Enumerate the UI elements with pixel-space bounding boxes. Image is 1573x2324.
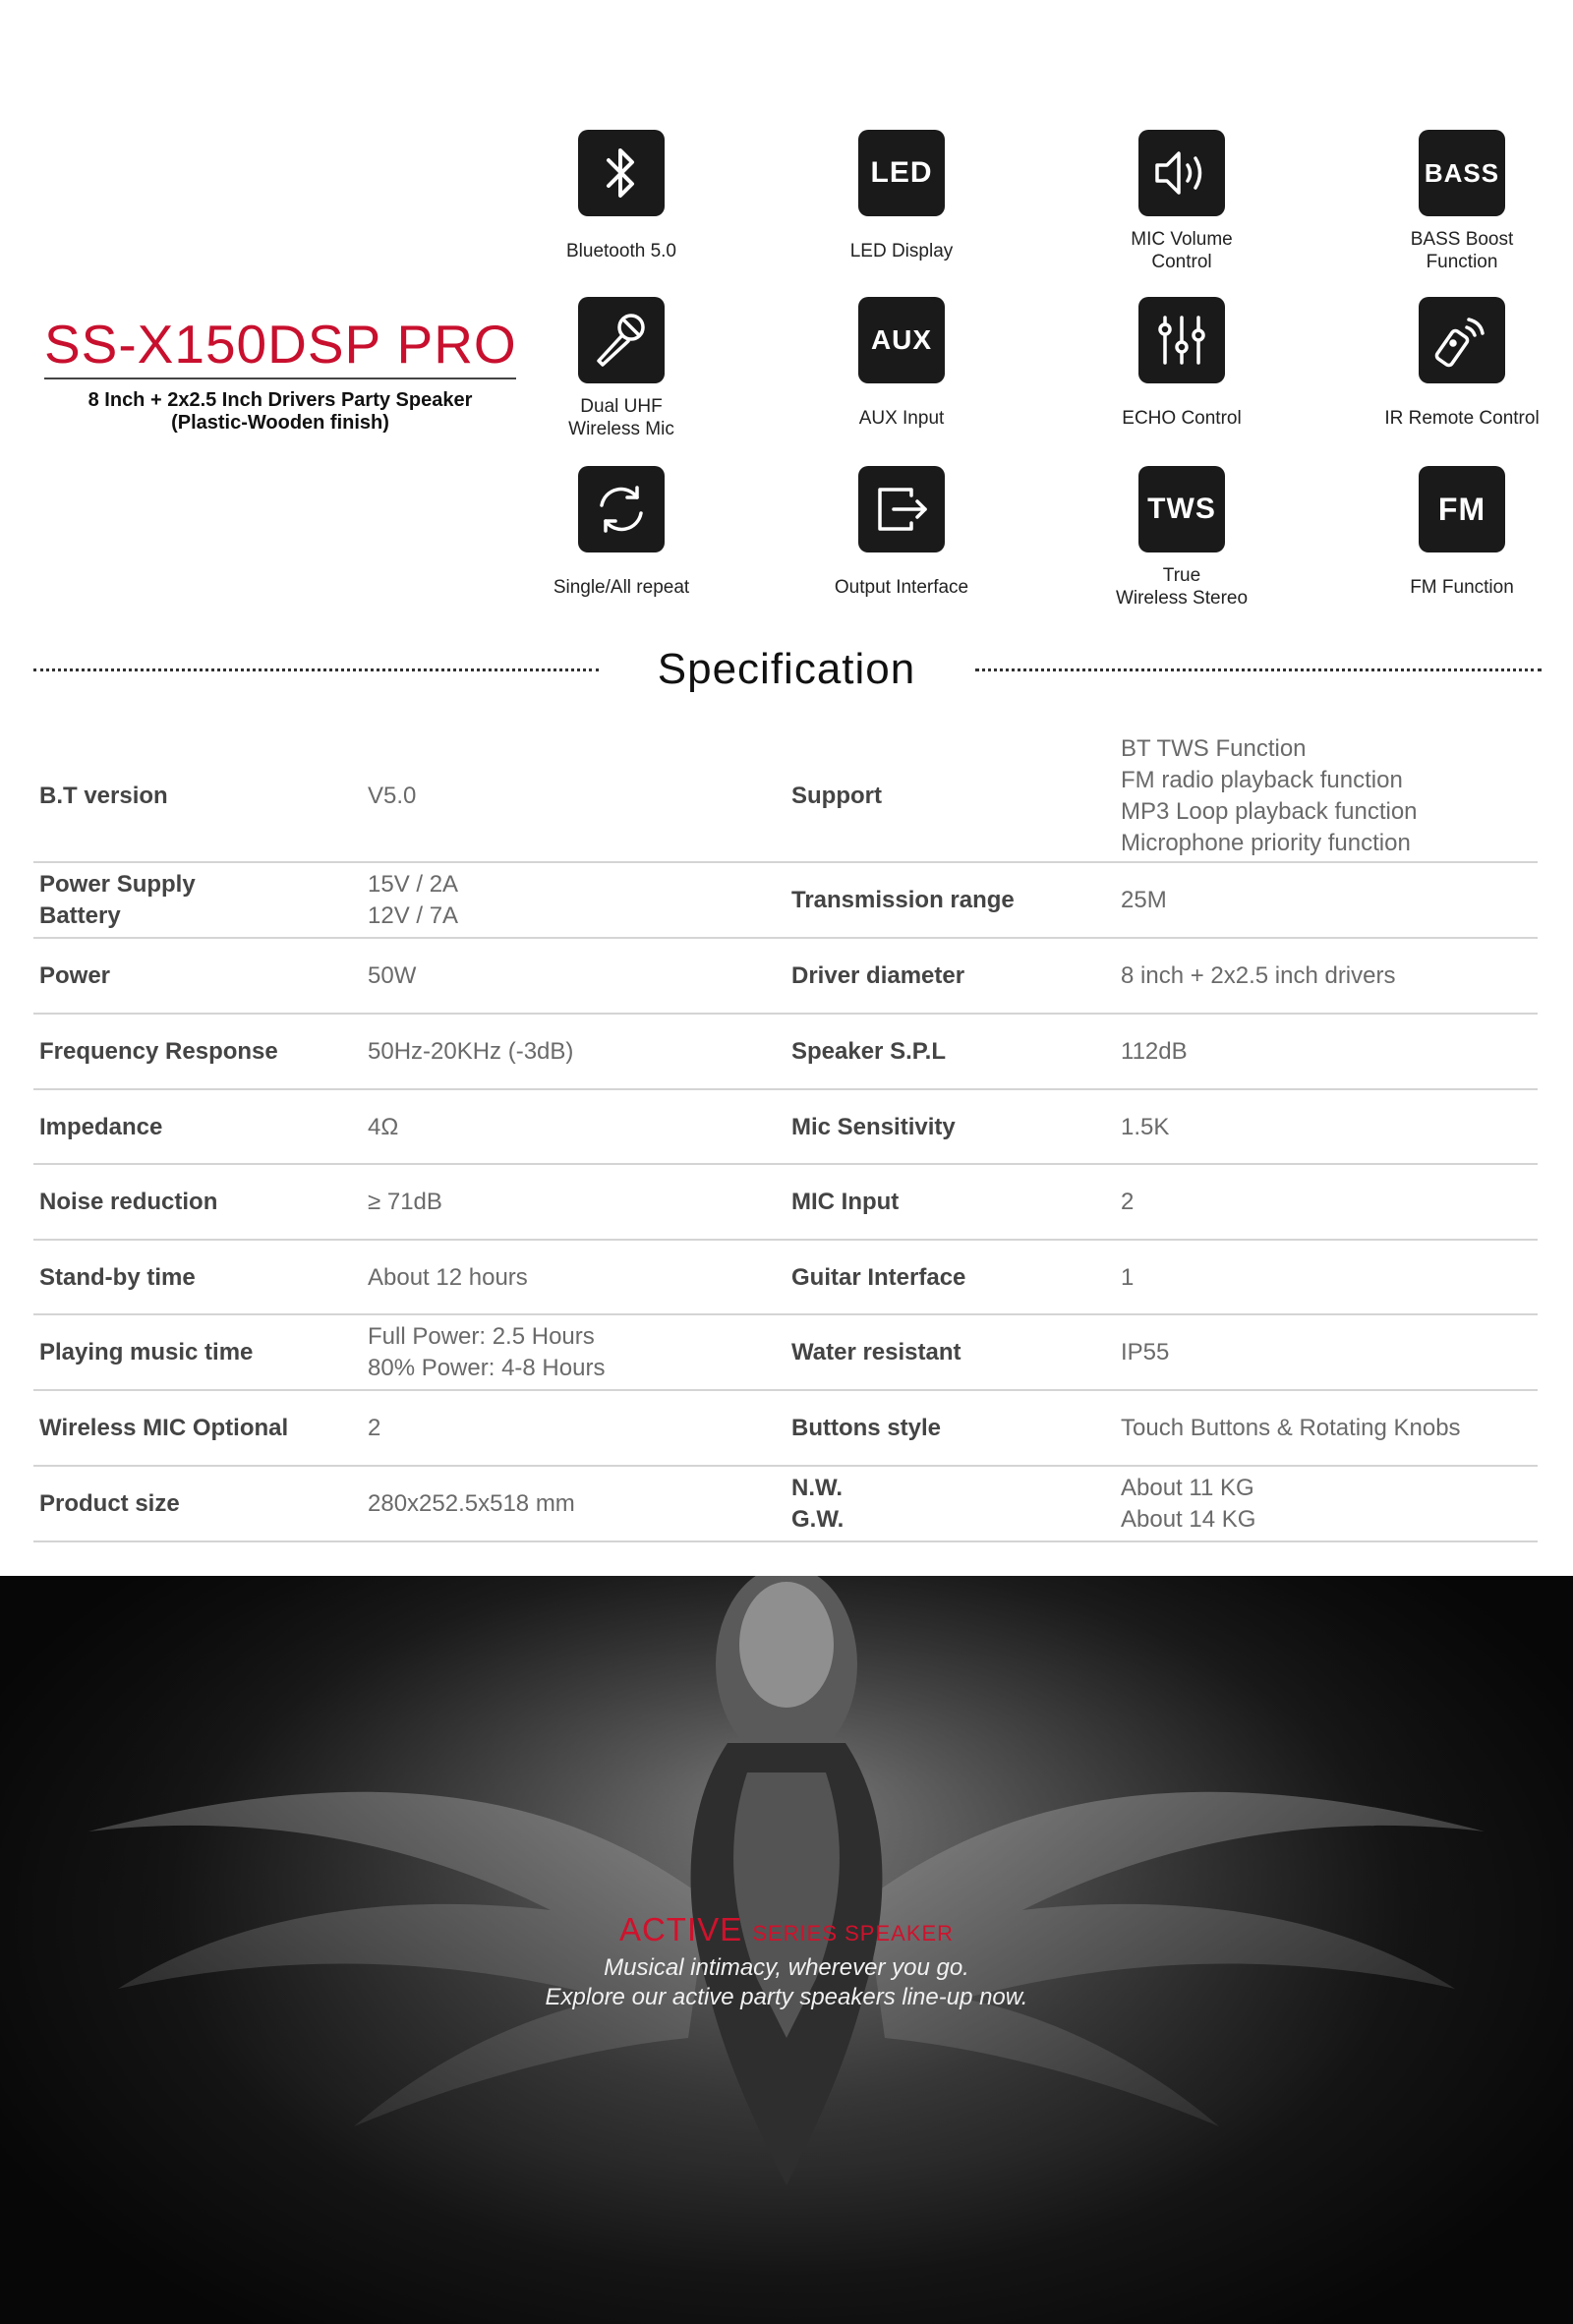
feature-ir-remote — [1339, 297, 1573, 444]
banner-tagline-1: Musical intimacy, wherever you go. — [604, 1954, 969, 1981]
banner-text — [0, 1910, 1573, 2012]
spec-label: Support — [791, 783, 882, 809]
spec-label: Guitar Interface — [791, 1264, 966, 1291]
spec-value: Touch Buttons & Rotating Knobs — [1121, 1415, 1461, 1441]
table-row — [33, 1165, 1538, 1241]
product-header — [44, 313, 516, 435]
spec-label: MIC Input — [791, 1189, 900, 1215]
brand-series: SERIES SPEAKER — [752, 1921, 955, 1946]
spec-value: About 12 hours — [368, 1264, 528, 1291]
feature-label: Bluetooth 5.0 — [566, 240, 676, 261]
icon-text: FM — [1437, 491, 1486, 527]
title-divider — [44, 378, 516, 379]
spec-label: Buttons style — [791, 1415, 942, 1441]
feature-repeat — [498, 466, 744, 613]
feature-aux-input — [779, 297, 1024, 444]
spec-label: Power — [39, 962, 111, 989]
spec-value: 50W — [368, 962, 417, 989]
spec-value: 25M — [1121, 887, 1167, 913]
table-row — [33, 863, 1538, 939]
spec-value: 2 — [1121, 1189, 1135, 1215]
spec-label: Stand-by time — [39, 1264, 196, 1291]
feature-label: FM Function — [1410, 576, 1514, 598]
spec-value: IP55 — [1121, 1339, 1170, 1365]
brand-active: ACTIVE — [618, 1911, 743, 1947]
spec-value: 1 — [1121, 1264, 1135, 1291]
spec-label: N.W. G.W. — [791, 1475, 845, 1533]
table-row — [33, 1090, 1538, 1165]
spec-value: 112dB — [1121, 1038, 1188, 1065]
feature-label: Single/All repeat — [553, 576, 690, 598]
feature-bass-boost — [1339, 130, 1573, 277]
table-row — [33, 1391, 1538, 1467]
spec-label: Water resistant — [791, 1339, 961, 1365]
spec-label: Speaker S.P.L — [791, 1038, 946, 1065]
led-icon — [858, 130, 945, 216]
feature-label: LED Display — [849, 240, 954, 261]
table-row — [33, 1315, 1538, 1391]
spec-label: Mic Sensitivity — [791, 1114, 956, 1140]
spec-value: Full Power: 2.5 Hours 80% Power: 4-8 Hours — [368, 1323, 606, 1381]
spec-label: Product size — [39, 1490, 180, 1517]
active-series-banner[interactable] — [0, 1576, 1573, 2324]
output-icon — [858, 466, 945, 552]
banner-tagline-2: Explore our active party speakers line-up now. — [545, 1984, 1028, 2010]
table-row — [33, 729, 1538, 863]
spec-table — [33, 729, 1538, 1542]
icon-text: AUX — [870, 324, 933, 355]
spec-label: Noise reduction — [39, 1189, 218, 1215]
feature-label: AUX Input — [858, 407, 945, 429]
speaker-volume-icon — [1138, 130, 1225, 216]
table-row — [33, 1467, 1538, 1542]
feature-true-wireless-stereo — [1059, 466, 1305, 613]
feature-label: Output Interface — [834, 576, 969, 598]
feature-label: IR Remote Control — [1384, 407, 1540, 429]
spec-label: Playing music time — [39, 1339, 254, 1365]
feature-echo-control — [1059, 297, 1305, 444]
feature-label: True Wireless Stereo — [1115, 565, 1249, 609]
spec-value: V5.0 — [368, 783, 417, 809]
table-row — [33, 939, 1538, 1015]
spec-label: Power Supply Battery — [39, 871, 196, 929]
spec-value: 50Hz-20KHz (-3dB) — [368, 1038, 574, 1065]
feature-grid — [498, 130, 1573, 621]
spec-label: Impedance — [39, 1114, 163, 1140]
spec-value: 1.5K — [1121, 1114, 1170, 1140]
bass-icon — [1419, 130, 1505, 216]
icon-text: BASS — [1424, 157, 1500, 188]
fm-icon — [1419, 466, 1505, 552]
feature-output-interface — [779, 466, 1024, 613]
spec-value: 2 — [368, 1415, 381, 1441]
feature-led-display — [779, 130, 1024, 277]
spec-value: About 11 KG About 14 KG — [1121, 1475, 1256, 1533]
feature-dual-uhf-mic — [498, 297, 744, 444]
icon-text: TWS — [1147, 493, 1216, 525]
spec-label: Frequency Response — [39, 1038, 278, 1065]
spec-value: ≥ 71dB — [368, 1189, 442, 1215]
spec-label: B.T version — [39, 783, 168, 809]
spec-label: Wireless MIC Optional — [39, 1415, 289, 1441]
remote-control-icon — [1419, 297, 1505, 383]
feature-fm-function — [1339, 466, 1573, 613]
specification-heading — [0, 639, 1573, 698]
bluetooth-icon — [578, 130, 665, 216]
tws-icon — [1138, 466, 1225, 552]
icon-text: LED — [870, 156, 933, 189]
spec-value: 280x252.5x518 mm — [368, 1490, 575, 1517]
spec-value: 4Ω — [368, 1114, 399, 1140]
table-row — [33, 1015, 1538, 1090]
spec-value: 8 inch + 2x2.5 inch drivers — [1121, 962, 1396, 989]
microphone-icon — [578, 297, 665, 383]
table-row — [33, 1241, 1538, 1315]
banner-brand — [0, 1910, 1573, 1953]
repeat-icon — [578, 466, 665, 552]
feature-label: Dual UHF Wireless Mic — [568, 396, 674, 439]
specification-title: Specification — [657, 645, 916, 693]
spec-label: Driver diameter — [791, 962, 965, 989]
spec-value: BT TWS Function FM radio playback function MP3 Loop playback function Microphone priority function — [1121, 735, 1418, 856]
dotted-divider-right — [975, 668, 1542, 671]
aux-icon — [858, 297, 945, 383]
feature-label: BASS Boost Function — [1410, 229, 1514, 272]
product-subtitle-line1: 8 Inch + 2x2.5 Inch Drivers Party Speaker — [87, 389, 473, 411]
equalizer-sliders-icon — [1138, 297, 1225, 383]
product-subtitle-line2: (Plastic-Wooden finish) — [171, 412, 389, 434]
spec-value: 15V / 2A 12V / 7A — [368, 871, 459, 929]
feature-label: MIC Volume Control — [1131, 229, 1233, 272]
spec-label: Transmission range — [791, 887, 1015, 913]
product-title: SS-X150DSP PRO — [44, 314, 517, 375]
feature-bluetooth — [498, 130, 744, 277]
feature-mic-volume — [1059, 130, 1305, 277]
feature-label: ECHO Control — [1122, 407, 1242, 429]
